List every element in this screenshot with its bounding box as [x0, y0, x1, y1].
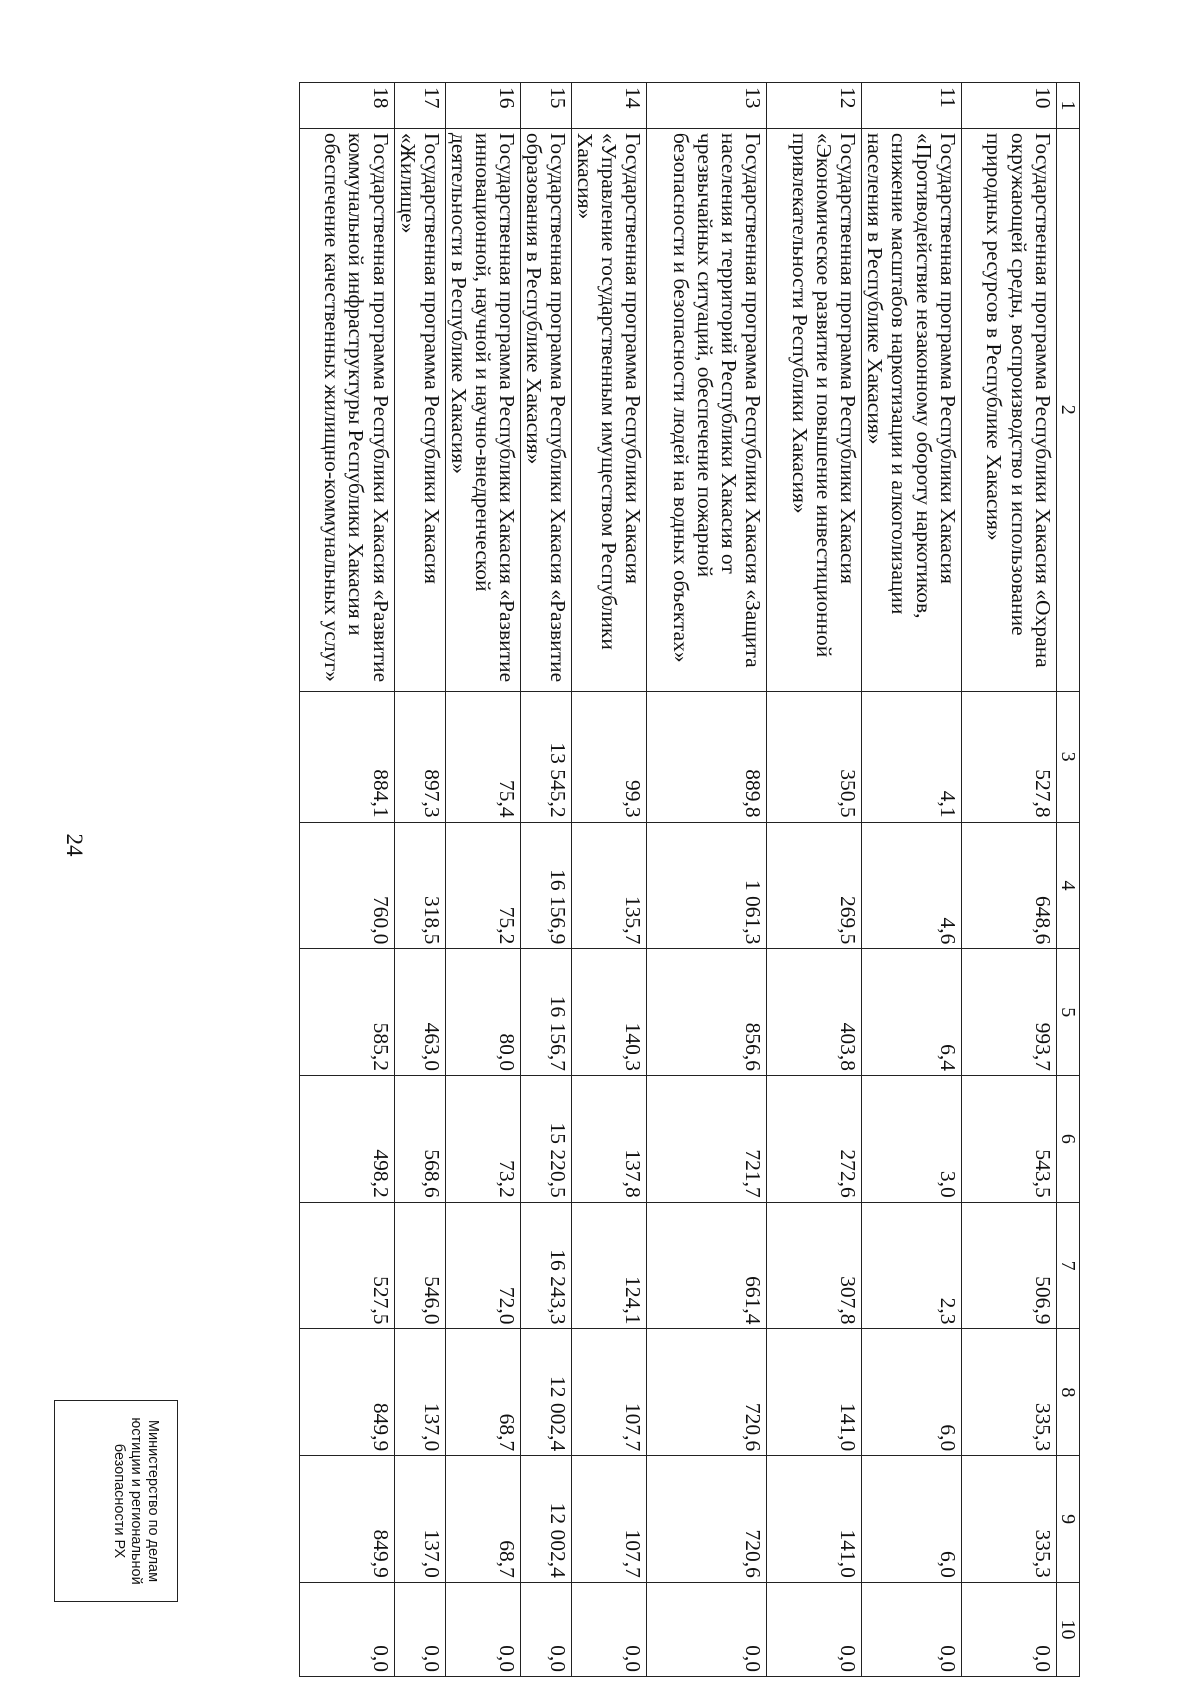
program-name: Государственная программа Республики Хакасия «Развитие инновационной, научной и научно-внедренческой деятельности в Республике Хакасия»: [445, 128, 520, 691]
value-col-10: 0,0: [572, 1582, 647, 1676]
table-row: [445, 83, 520, 1677]
value-col-9: 68,7: [445, 1456, 520, 1583]
value-col-5: 463,0: [394, 949, 445, 1076]
value-col-5: 80,0: [445, 949, 520, 1076]
value-col-5: 856,6: [647, 949, 767, 1076]
value-col-6: 3,0: [862, 1076, 961, 1203]
value-col-7: 124,1: [572, 1202, 647, 1329]
rotated-table-wrapper: [154, 82, 1080, 1677]
value-col-7: 546,0: [394, 1202, 445, 1329]
value-col-3: 350,5: [767, 691, 862, 822]
program-name: Государственная программа Республики Хакасия «Жилище»: [394, 128, 445, 691]
value-col-9: 107,7: [572, 1456, 647, 1583]
program-name: Государственная программа Республики Хакасия «Противодействие незаконному обороту наркотиков, снижение масштабов наркотизации и алкоголизации населения в Республике Хакасия»: [862, 128, 961, 691]
value-col-7: 307,8: [767, 1202, 862, 1329]
stamp-line: юстиции и региональной: [128, 1417, 145, 1585]
value-col-8: 68,7: [445, 1329, 520, 1456]
program-name: Государственная программа Республики Хакасия «Управление государственным имуществом Республики Хакасия»: [572, 128, 647, 691]
table-row: [647, 83, 767, 1677]
value-col-9: 849,9: [299, 1456, 394, 1583]
row-number: 17: [394, 83, 445, 129]
header-col-2: 2: [1056, 128, 1079, 691]
value-col-10: 0,0: [961, 1582, 1056, 1676]
value-col-5: 16 156,7: [520, 949, 571, 1076]
header-col-7: 7: [1056, 1202, 1079, 1329]
value-col-6: 721,7: [647, 1076, 767, 1203]
value-col-4: 4,6: [862, 822, 961, 949]
header-col-1: 1: [1056, 83, 1079, 129]
value-col-3: 527,8: [961, 691, 1056, 822]
value-col-9: 141,0: [767, 1456, 862, 1583]
value-col-6: 73,2: [445, 1076, 520, 1203]
value-col-4: 16 156,9: [520, 822, 571, 949]
value-col-5: 6,4: [862, 949, 961, 1076]
row-number: 10: [961, 83, 1056, 129]
value-col-10: 0,0: [394, 1582, 445, 1676]
value-col-7: 72,0: [445, 1202, 520, 1329]
value-col-7: 16 243,3: [520, 1202, 571, 1329]
value-col-3: 4,1: [862, 691, 961, 822]
value-col-10: 0,0: [445, 1582, 520, 1676]
table-row: [394, 83, 445, 1677]
table-row: [299, 83, 394, 1677]
stamp-line: безопасности РХ: [110, 1443, 127, 1559]
table-row: [520, 83, 571, 1677]
value-col-8: 6,0: [862, 1329, 961, 1456]
program-name: Государственная программа Республики Хакасия «Развитие коммунальной инфраструктуры Республики Хакасия и обеспечение качественных жилищно-коммунальных услуг»: [299, 128, 394, 691]
budget-table: [299, 82, 1080, 1677]
row-number: 11: [862, 83, 961, 129]
value-col-3: 884,1: [299, 691, 394, 822]
header-col-8: 8: [1056, 1329, 1079, 1456]
value-col-10: 0,0: [647, 1582, 767, 1676]
value-col-5: 140,3: [572, 949, 647, 1076]
value-col-4: 135,7: [572, 822, 647, 949]
table-row: [572, 83, 647, 1677]
value-col-3: 13 545,2: [520, 691, 571, 822]
value-col-6: 568,6: [394, 1076, 445, 1203]
value-col-4: 1 061,3: [647, 822, 767, 949]
table-body: [299, 83, 1056, 1677]
value-col-10: 0,0: [862, 1582, 961, 1676]
value-col-9: 137,0: [394, 1456, 445, 1583]
value-col-5: 585,2: [299, 949, 394, 1076]
value-col-8: 849,9: [299, 1329, 394, 1456]
value-col-4: 269,5: [767, 822, 862, 949]
header-col-6: 6: [1056, 1076, 1079, 1203]
header-row: [1056, 83, 1079, 1677]
header-col-3: 3: [1056, 691, 1079, 822]
value-col-10: 0,0: [767, 1582, 862, 1676]
value-col-10: 0,0: [520, 1582, 571, 1676]
value-col-8: 137,0: [394, 1329, 445, 1456]
header-col-4: 4: [1056, 822, 1079, 949]
row-number: 13: [647, 83, 767, 129]
value-col-8: 107,7: [572, 1329, 647, 1456]
row-number: 12: [767, 83, 862, 129]
value-col-4: 648,6: [961, 822, 1056, 949]
value-col-7: 661,4: [647, 1202, 767, 1329]
value-col-10: 0,0: [299, 1582, 394, 1676]
ministry-stamp: [54, 1400, 178, 1602]
value-col-3: 75,4: [445, 691, 520, 822]
value-col-6: 15 220,5: [520, 1076, 571, 1203]
row-number: 18: [299, 83, 394, 129]
value-col-7: 2,3: [862, 1202, 961, 1329]
value-col-8: 141,0: [767, 1329, 862, 1456]
value-col-6: 272,6: [767, 1076, 862, 1203]
value-col-5: 403,8: [767, 949, 862, 1076]
value-col-8: 335,3: [961, 1329, 1056, 1456]
table-row: [767, 83, 862, 1677]
row-number: 15: [520, 83, 571, 129]
value-col-6: 137,8: [572, 1076, 647, 1203]
value-col-9: 335,3: [961, 1456, 1056, 1583]
row-number: 14: [572, 83, 647, 129]
header-col-9: 9: [1056, 1456, 1079, 1583]
value-col-4: 75,2: [445, 822, 520, 949]
value-col-8: 720,6: [647, 1329, 767, 1456]
value-col-4: 318,5: [394, 822, 445, 949]
value-col-9: 6,0: [862, 1456, 961, 1583]
row-number: 16: [445, 83, 520, 129]
value-col-5: 993,7: [961, 949, 1056, 1076]
header-col-5: 5: [1056, 949, 1079, 1076]
stamp-line: Министерство по делам: [145, 1419, 162, 1583]
program-name: Государственная программа Республики Хакасия «Экономическое развитие и повышение инвестиционной привлекательности Республики Хакасия»: [767, 128, 862, 691]
page-number: 24: [62, 833, 87, 857]
value-col-7: 506,9: [961, 1202, 1056, 1329]
stamp-text: [55, 1401, 216, 1601]
program-name: Государственная программа Республики Хакасия «Защита населения и территорий Республики Хакасия от чрезвычайных ситуаций, обеспечение пожарной безопасности и безопасности людей на водных объектах»: [647, 128, 767, 691]
value-col-9: 12 002,4: [520, 1456, 571, 1583]
table-row: [862, 83, 961, 1677]
value-col-6: 543,5: [961, 1076, 1056, 1203]
program-name: Государственная программа Республики Хакасия «Охрана окружающей среды, воспроизводство и использование природных ресурсов в Республике Хакасия»: [961, 128, 1056, 691]
table-header: [1056, 83, 1079, 1677]
table-row: [961, 83, 1056, 1677]
value-col-7: 527,5: [299, 1202, 394, 1329]
value-col-9: 720,6: [647, 1456, 767, 1583]
value-col-3: 897,3: [394, 691, 445, 822]
value-col-8: 12 002,4: [520, 1329, 571, 1456]
value-col-3: 889,8: [647, 691, 767, 822]
program-name: Государственная программа Республики Хакасия «Развитие образования в Республике Хакасия»: [520, 128, 571, 691]
value-col-6: 498,2: [299, 1076, 394, 1203]
value-col-4: 760,0: [299, 822, 394, 949]
value-col-3: 99,3: [572, 691, 647, 822]
header-col-10: 10: [1056, 1582, 1079, 1676]
